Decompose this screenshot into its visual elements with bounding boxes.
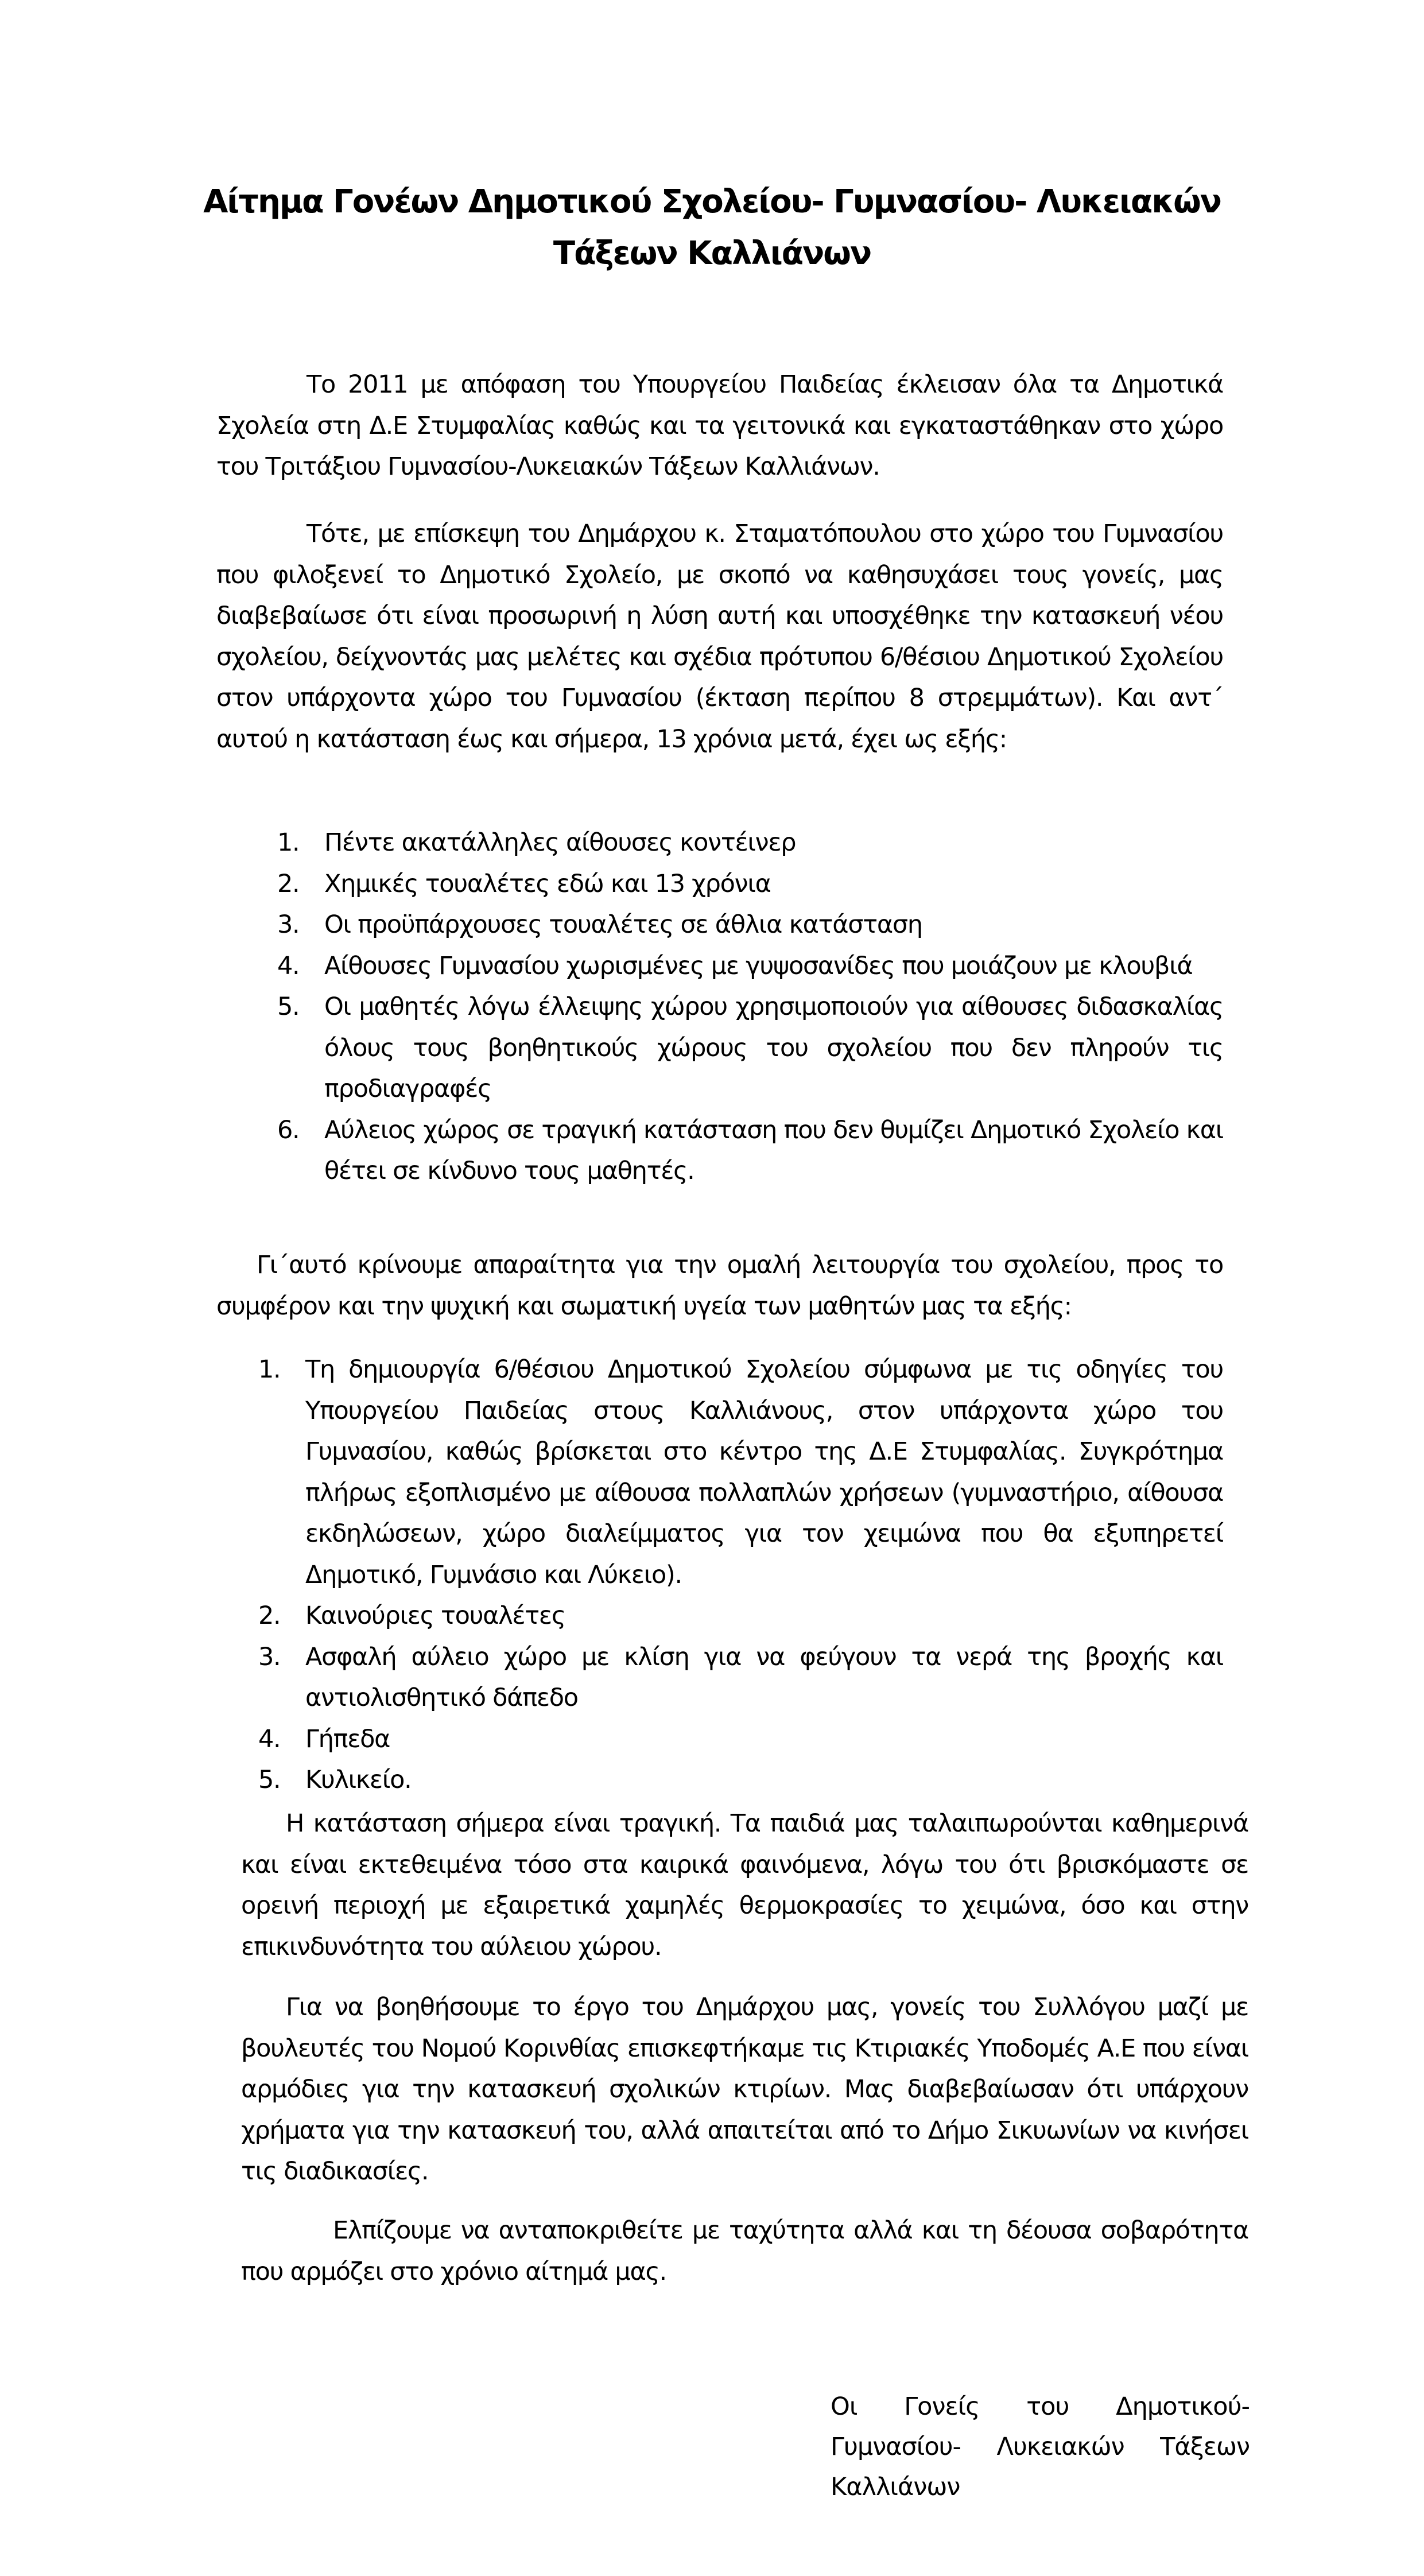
- list-number: 4.: [258, 1724, 281, 1753]
- paragraph-text: Γι΄αυτό κρίνουμε απαραίτητα για την ομαλή λειτουργία του σχολείου, προς το συμφέρον και την ψυχική και σωματική υγεία των μαθητών μας τα εξής:: [216, 1251, 1223, 1321]
- list-item: [258, 1719, 1223, 1760]
- list-number: 1.: [258, 1355, 281, 1384]
- signature-line-2: Γυμνασίου- Λυκειακών Τάξεων: [831, 2433, 1250, 2461]
- paragraph-intro: [216, 364, 1223, 488]
- list-item: [277, 946, 1223, 987]
- signature-line-1: Οι Γονείς του Δημοτικού-: [831, 2392, 1250, 2421]
- list-item: [258, 1637, 1223, 1719]
- list-number: 4.: [277, 951, 300, 980]
- signature-line-3: Καλλιάνων: [831, 2473, 960, 2501]
- list-item: [258, 1760, 1223, 1801]
- list-item-text: Χημικές τουαλέτες εδώ και 13 χρόνια: [324, 869, 771, 898]
- list-item: [277, 1110, 1223, 1192]
- list-number: 6.: [277, 1115, 300, 1145]
- list-number: 3.: [258, 1642, 281, 1671]
- paragraph-text: Για να βοηθήσουμε το έργο του Δημάρχου μας, γονείς του Συλλόγου μαζί με βουλευτές του Νομού Κορινθίας επισκεφτήκαμε τις Κτιριακές Υποδομές Α.Ε που είναι αρμόδιες για την κατασκευή σχολικών κτιρίων. Μας διαβεβαίωσαν ότι υπάρχουν χρήματα για την κατασκευή του, αλλά απαιτείται από το Δήμο Σικυωνίων να κινήσει τις διαδικασίες.: [241, 1993, 1248, 2186]
- list-item-text: Αίθουσες Γυμνασίου χωρισμένες με γυψοσανίδες που μοιάζουν με κλουβιά: [324, 951, 1193, 980]
- paragraph-text: Ελπίζουμε να ανταποκριθείτε με ταχύτητα αλλά και τη δέουσα σοβαρότητα που αρμόζει στο χρόνιο αίτημά μας.: [241, 2216, 1248, 2286]
- list-item: [258, 1596, 1223, 1637]
- document-title-line-1: Αίτημα Γονέων Δημοτικού Σχολείου- Γυμνασίου- Λυκειακών: [203, 183, 1221, 220]
- list-item: [258, 1349, 1223, 1596]
- list-item: [277, 823, 1223, 864]
- list-item-text: Γήπεδα: [305, 1724, 390, 1753]
- paragraph-current-situation: [241, 1803, 1248, 1968]
- list-item-text: Πέντε ακατάλληλες αίθουσες κοντέινερ: [324, 828, 796, 857]
- list-item: [277, 905, 1223, 946]
- paragraph-mayor-visit: [216, 514, 1223, 760]
- list-number: 3.: [277, 910, 300, 939]
- paragraph-text: Το 2011 με απόφαση του Υπουργείου Παιδείας έκλεισαν όλα τα Δημοτικά Σχολεία στη Δ.Ε Στυμφαλίας καθώς και τα γειτονικά και εγκαταστάθηκαν στο χώρο του Τριτάξιου Γυμνασίου-Λυκειακών Τάξεων Καλλιάνων.: [216, 370, 1223, 481]
- list-item: [277, 987, 1223, 1110]
- document-title-line-2: Τάξεων Καλλιάνων: [553, 235, 871, 272]
- signature-block: [831, 2387, 1250, 2507]
- list-item-text: Τη δημιουργία 6/θέσιου Δημοτικού Σχολείου σύμφωνα με τις οδηγίες του Υπουργείου Παιδείας στους Καλλιάνους, στον υπάρχοντα χώρο του Γυμνασίου, καθώς βρίσκεται στο κέντρο της Δ.Ε Στυμφαλίας. Συγκρότημα πλήρως εξοπλισμένο με αίθουσα πολλαπλών χρήσεων (γυμναστήριο, αίθουσα εκδηλώσεων, χώρο διαλείμματος για τον χειμώνα που θα εξυπηρετεί Δημοτικό, Γυμνάσιο και Λύκειο).: [305, 1355, 1223, 1589]
- list-item-text: Οι προϋπάρχουσες τουαλέτες σε άθλια κατάσταση: [324, 910, 922, 939]
- list-item-text: Ασφαλή αύλειο χώρο με κλίση για να φεύγουν τα νερά της βροχής και αντιολισθητικό δάπεδο: [305, 1642, 1223, 1712]
- list-number: 2.: [277, 869, 300, 898]
- paragraph-closing-request: [241, 2210, 1248, 2292]
- list-item-text: Οι μαθητές λόγω έλλειψης χώρου χρησιμοποιούν για αίθουσες διδασκαλίας όλους τους βοηθητικούς χώρους του σχολείου που δεν πληρούν τις προδιαγραφές: [324, 992, 1223, 1103]
- paragraph-text: Η κατάσταση σήμερα είναι τραγική. Τα παιδιά μας ταλαιπωρούνται καθημερινά και είναι εκτεθειμένα τόσο στα καιρικά φαινόμενα, λόγω του ότι βρισκόμαστε σε ορεινή περιοχή με εξαιρετικά χαμηλές θερμοκρασίες το χειμώνα, όσο και στην επικινδυνότητα του αύλειου χώρου.: [241, 1809, 1248, 1961]
- paragraph-demands-intro: [216, 1245, 1223, 1327]
- list-number: 5.: [277, 992, 300, 1021]
- list-item-text: Κυλικείο.: [305, 1766, 412, 1794]
- list-item: [277, 864, 1223, 905]
- problems-list: [277, 823, 1223, 1192]
- paragraph-text: Τότε, με επίσκεψη του Δημάρχου κ. Σταματόπουλου στο χώρο του Γυμνασίου που φιλοξενεί το Δημοτικό Σχολείο, με σκοπό να καθησυχάσει τους γονείς, μας διαβεβαίωσε ότι είναι προσωρινή η λύση αυτή και υποσχέθηκε την κατασκευή νέου σχολείου, δείχνοντάς μας μελέτες και σχέδια πρότυπου 6/θέσιου Δημοτικού Σχολείου στον υπάρχοντα χώρο του Γυμνασίου (έκταση περίπου 8 στρεμμάτων). Και αντ΄ αυτού η κατάσταση έως και σήμερα, 13 χρόνια μετά, έχει ως εξής:: [216, 519, 1223, 754]
- paragraph-infrastructure-visit: [241, 1987, 1248, 2193]
- list-item-text: Καινούριες τουαλέτες: [305, 1601, 565, 1630]
- list-number: 1.: [277, 828, 300, 857]
- list-item-text: Αύλειος χώρος σε τραγική κατάσταση που δεν θυμίζει Δημοτικό Σχολείο και θέτει σε κίνδυνο τους μαθητές.: [324, 1115, 1223, 1185]
- demands-list: [258, 1349, 1223, 1801]
- list-number: 5.: [258, 1766, 281, 1794]
- list-number: 2.: [258, 1601, 281, 1630]
